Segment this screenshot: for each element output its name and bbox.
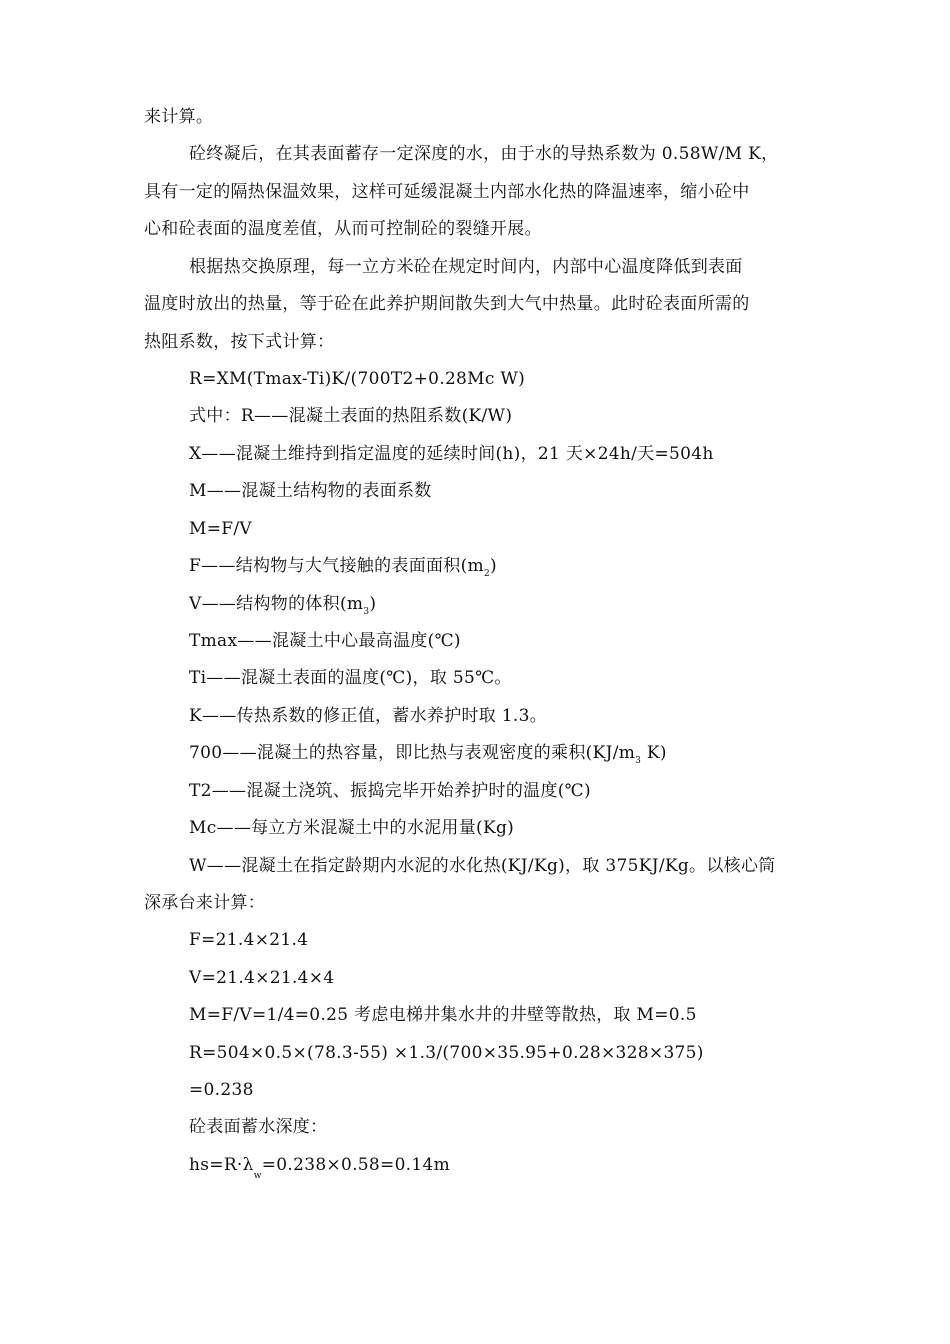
formula-m: M=F/V — [189, 519, 252, 539]
calc-hs — [189, 1154, 450, 1179]
definition-x: X——混凝土维持到指定温度的延续时间(h)，21 天×24h/天=504h — [189, 444, 714, 464]
definition-w-cont: 深承台来计算： — [144, 893, 266, 913]
definition-v-text: V——结构物的体积(m — [189, 594, 364, 614]
definition-m: M——混凝土结构物的表面系数 — [189, 481, 432, 501]
definition-tmax: Tmax——混凝土中心最高温度(℃) — [189, 631, 461, 651]
paragraph-line: 根据热交换原理，每一立方米砼在规定时间内，内部中心温度降低到表面 — [189, 257, 743, 277]
paragraph-line: 心和砼表面的温度差值，从而可控制砼的裂缝开展。 — [144, 219, 542, 239]
definition-w: W——混凝土在指定龄期内水泥的水化热(KJ/Kg)，取 375KJ/Kg。以核心筒 — [189, 856, 776, 876]
definition-v — [189, 593, 376, 618]
paragraph-line: 砼终凝后，在其表面蓄存一定深度的水，由于水的导热系数为 0.58W/M K， — [189, 144, 779, 164]
definition-k: K——传热系数的修正值，蓄水养护时取 1.3。 — [189, 706, 548, 726]
calc-r-result: =0.238 — [189, 1080, 254, 1100]
paragraph-line: 具有一定的隔热保温效果，这样可延缓混凝土内部水化热的降温速率，缩小砼中 — [144, 182, 750, 202]
calc-m: M=F/V=1/4=0.25 考虑电梯井集水井的井壁等散热，取 M=0.5 — [189, 1005, 697, 1025]
definition-700 — [189, 742, 667, 767]
definition-v-close: ) — [369, 594, 377, 614]
definition-ti: Ti——混凝土表面的温度(℃)，取 55℃。 — [189, 668, 512, 688]
calc-hs-text: hs=R·λ — [189, 1155, 254, 1175]
definition-700-text: 700——混凝土的热容量，即比热与表观密度的乘积(KJ/m — [189, 743, 636, 763]
superscript-2: 2 — [483, 569, 490, 579]
definition-r: 式中：R——混凝土表面的热阻系数(K/W) — [189, 406, 513, 426]
paragraph-line: 温度时放出的热量，等于砼在此养护期间散失到大气中热量。此时砼表面所需的 — [144, 294, 750, 314]
calc-r: R=504×0.5×(78.3-55) ×1.3/(700×35.95+0.28×328×375) — [189, 1043, 704, 1063]
definition-f-text: F——结构物与大气接触的表面面积(m — [189, 556, 484, 576]
definition-t2: T2——混凝土浇筑、振捣完毕开始养护时的温度(℃) — [189, 781, 591, 801]
calc-v: V=21.4×21.4×4 — [189, 968, 335, 988]
definition-mc: Mc——每立方米混凝土中的水泥用量(Kg) — [189, 818, 515, 838]
calc-f: F=21.4×21.4 — [189, 930, 309, 950]
paragraph-line: 热阻系数，按下式计算： — [144, 332, 335, 352]
superscript-3: 3 — [363, 607, 370, 617]
calc-hs-result: =0.238×0.58=0.14m — [261, 1155, 451, 1175]
paragraph-continuation: 来计算。 — [144, 107, 214, 127]
depth-label: 砼表面蓄水深度： — [189, 1117, 328, 1137]
definition-700-close: K) — [641, 743, 667, 763]
subscript-w: w — [253, 1171, 262, 1181]
superscript-3: 3 — [635, 756, 642, 766]
formula-r: R=XM(Tmax-Ti)K/(700T2+0.28Mc W) — [189, 369, 526, 389]
definition-f — [189, 555, 497, 580]
definition-f-close: ) — [489, 556, 497, 576]
